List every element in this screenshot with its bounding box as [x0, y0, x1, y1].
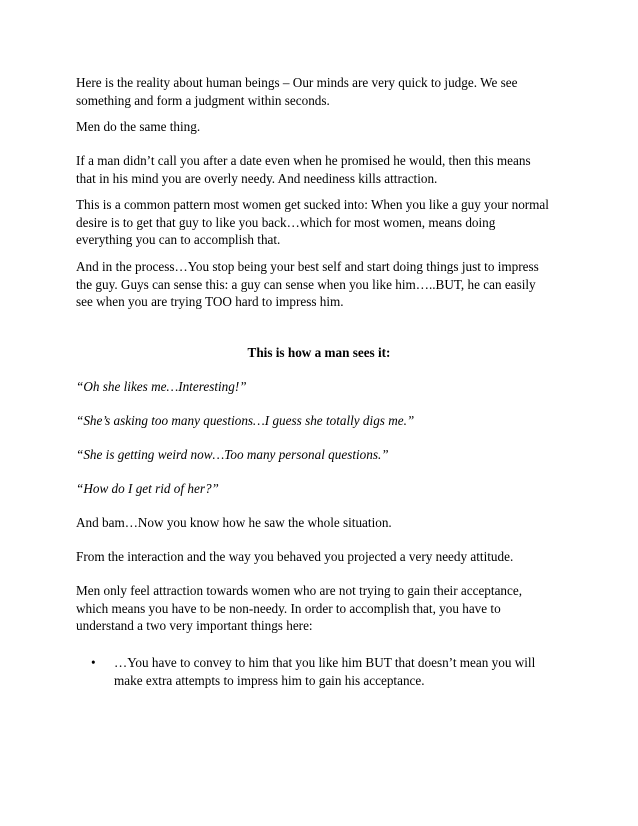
text-line: see when you are trying TOO hard to impress him. [76, 294, 344, 310]
paragraph-reality [76, 74, 566, 109]
text-line: everything you can to accomplish that. [76, 232, 281, 248]
text-line: desire is to get that guy to like you back…which for most women, means doing [76, 214, 496, 230]
text-line: understand a two very important things here: [76, 618, 313, 634]
quote-2: “She’s asking too many questions…I guess she totally digs me.” [76, 413, 415, 428]
paragraph-men-only [76, 582, 566, 635]
text-line: And bam…Now you know how he saw the whole situation. [76, 515, 392, 530]
paragraph-men-same [76, 118, 566, 136]
text-line: the guy. Guys can sense this: a guy can sense when you like him…..BUT, he can easily [76, 276, 536, 292]
quote-1: “Oh she likes me…Interesting!” [76, 379, 247, 394]
bullet-marker: • [91, 655, 96, 670]
quote-4: “How do I get rid of her?” [76, 481, 219, 496]
bullet-text [114, 654, 535, 689]
section-heading: This is how a man sees it: [247, 345, 391, 360]
paragraph-interaction [76, 548, 566, 566]
text-line: …You have to convey to him that you like him BUT that doesn’t mean you will [114, 655, 536, 670]
text-line: Men only feel attraction towards women who are not trying to gain their acceptance, [76, 583, 523, 598]
text-line: which means you have to be non-needy. In order to accomplish that, you have to [76, 600, 501, 616]
paragraph-common-pattern [76, 196, 566, 249]
text-line: And in the process…You stop being your best self and start doing things just to impress [76, 259, 539, 274]
text-line: make extra attempts to impress him to gain his acceptance. [114, 672, 425, 688]
text-line: something and form a judgment within seconds. [76, 92, 330, 108]
text-line: Here is the reality about human beings – Our minds are very quick to judge. We see [76, 75, 518, 90]
text-line: Men do the same thing. [76, 119, 201, 134]
paragraph-didnt-call [76, 152, 566, 187]
paragraph-in-the-process [76, 258, 566, 311]
text-line: If a man didn’t call you after a date even when he promised he would, then this means [76, 153, 531, 168]
text-line: This is a common pattern most women get sucked into: When you like a guy your normal [76, 197, 549, 212]
quote-3: “She is getting weird now…Too many personal questions.” [76, 447, 389, 462]
text-line: that in his mind you are overly needy. And neediness kills attraction. [76, 170, 438, 186]
paragraph-and-bam [76, 514, 566, 532]
text-line: From the interaction and the way you behaved you projected a very needy attitude. [76, 549, 514, 564]
